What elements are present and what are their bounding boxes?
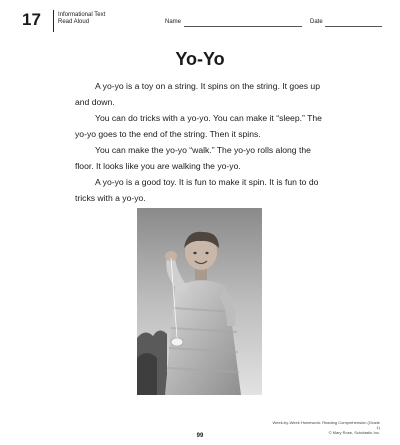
header-divider [53, 10, 54, 32]
unit-label [58, 12, 118, 26]
paragraph-1: A yo-yo is a toy on a string. It spins on the string. It goes up and down. [75, 81, 320, 107]
page-number: 99 [196, 433, 204, 439]
credit-line-2: © Mary Rose, Scholastic Inc. [328, 430, 380, 435]
paragraph-3: You can make the yo-yo “walk.” The yo-yo rolls along the floor. It looks like you are walking the yo-yo. [75, 145, 311, 171]
unit-number: 17 [22, 10, 41, 29]
date-label: Date [310, 19, 323, 25]
story-text [75, 78, 330, 206]
date-field-line[interactable] [325, 26, 382, 27]
paragraph-4: A yo-yo is a good toy. It is fun to make it spin. It is fun to do tricks with a yo-yo. [75, 177, 319, 203]
name-field-line[interactable] [184, 26, 302, 27]
worksheet-header [22, 10, 382, 32]
page-title: Yo-Yo [175, 49, 225, 69]
paragraph-2: You can do tricks with a yo-yo. You can make it “sleep.” The yo-yo goes to the end of the string. Then it spins. [75, 113, 322, 139]
boy-with-yoyo-photo [137, 208, 262, 395]
name-label: Name [165, 19, 182, 25]
credit-line-1: Week-by-Week Homework: Reading Comprehension (Grade 1) [272, 420, 380, 430]
unit-label-line1: Informational Text [58, 12, 106, 18]
unit-label-line2: Read Aloud [58, 19, 90, 25]
